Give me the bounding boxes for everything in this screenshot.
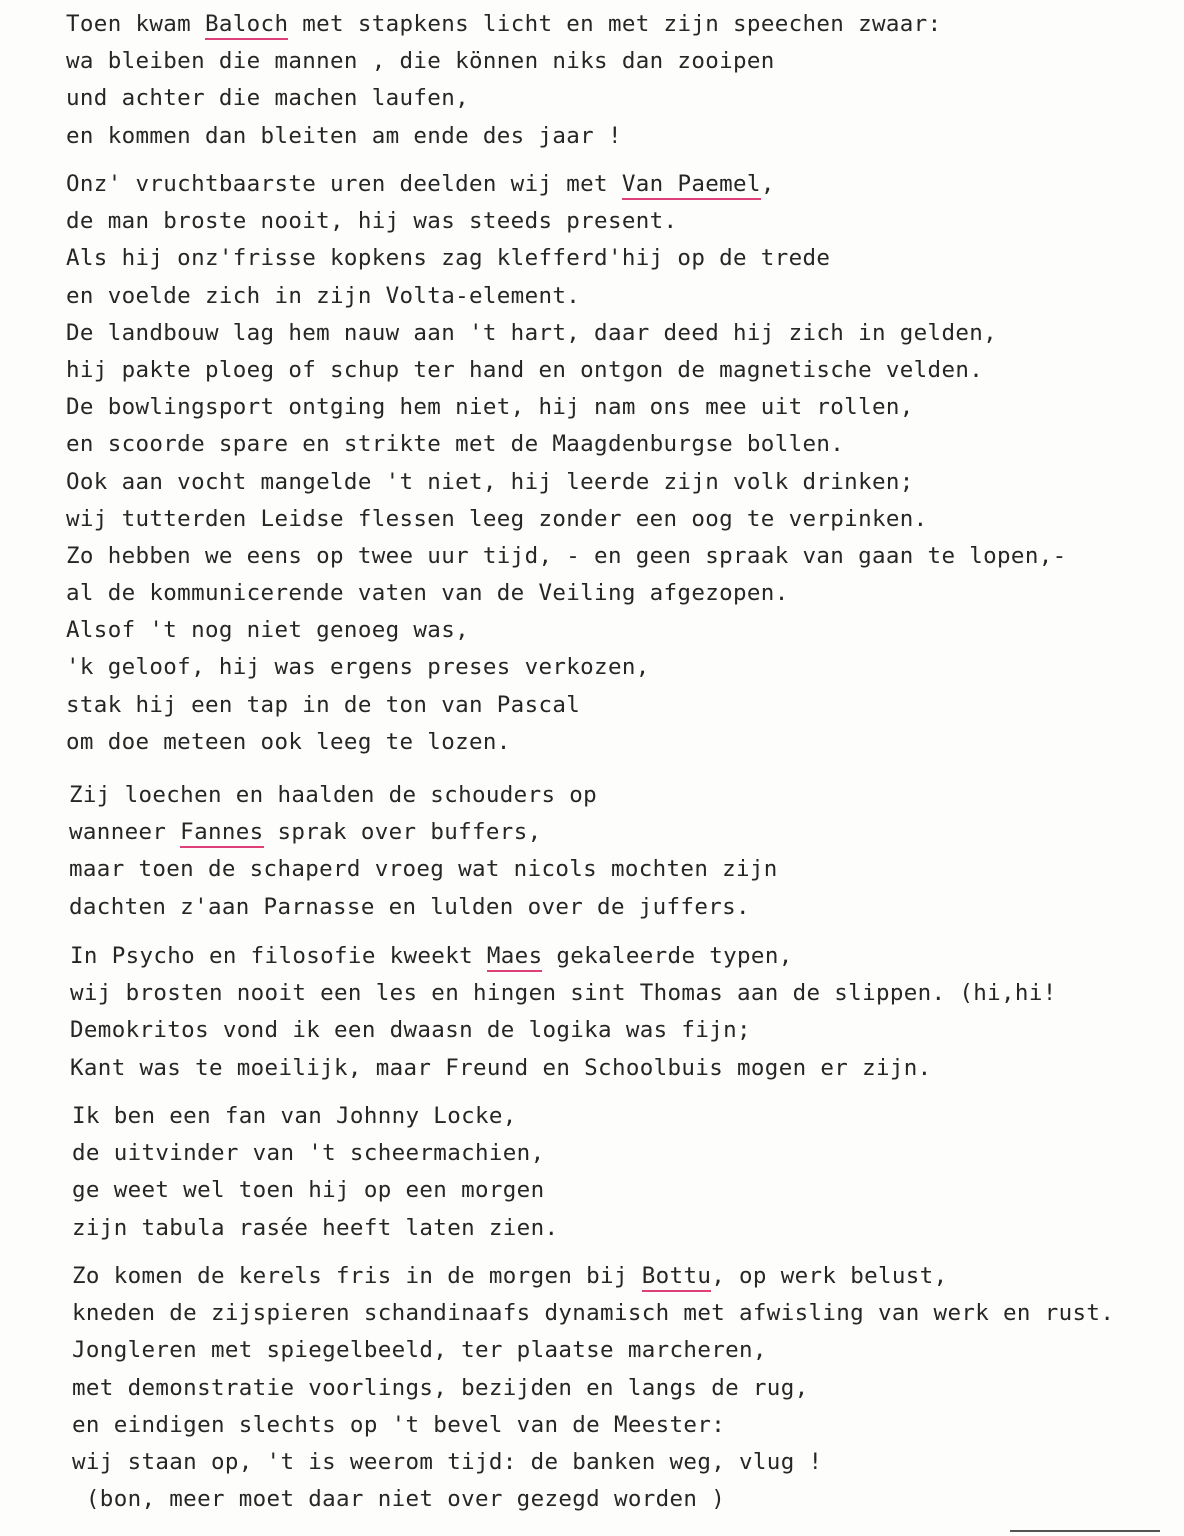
line-text: met stapkens licht en met zijn speechen zwaar: [288, 11, 942, 37]
stanza-line: kneden de zijspieren schandinaafs dynamisch met afwisling van werk en rust. [72, 1300, 1115, 1327]
stanza-line: de uitvinder van 't scheermachien, [72, 1140, 545, 1167]
stanza-line: de man broste nooit, hij was steeds present. [66, 208, 678, 235]
stanza-line: wij brosten nooit een les en hingen sint Thomas aan de slippen. (hi,hi! [70, 980, 1057, 1007]
stanza-line: zijn tabula rasée heeft laten zien. [72, 1214, 559, 1241]
underlined-name: Bottu [642, 1263, 711, 1292]
underlined-name: Baloch [205, 11, 288, 40]
line-text: gekaleerde typen, [542, 943, 793, 969]
stanza-line: met demonstratie voorlings, bezijden en langs de rug, [72, 1374, 809, 1401]
stanza-line: Zij loechen en haalden de schouders op [69, 782, 598, 808]
paper-speck [1110, 4, 1146, 18]
stanza-line: wa bleiben die mannen , die können niks dan zooipen [66, 48, 775, 75]
stanza-line: dachten z'aan Parnasse en lulden over de juffers. [69, 893, 750, 920]
stanza-line: Zo hebben we eens op twee uur tijd, - en geen spraak van gaan te lopen,- [66, 542, 1067, 569]
stanza-5 [72, 1098, 558, 1247]
stanza-line: Demokritos vond ik een dwaasn de logika was fijn; [70, 1017, 751, 1044]
stanza-line: stak hij een tap in de ton van Pascal [66, 691, 581, 718]
stanza-4 [70, 938, 1057, 1087]
underlined-name: Van Paemel [622, 171, 761, 200]
stanza-line: Ik ben een fan van Johnny Locke, [72, 1103, 517, 1129]
stanza-line: De bowlingsport ontging hem niet, hij nam ons mee uit rollen, [66, 394, 914, 421]
stanza-line: om doe meteen ook leeg te lozen. [66, 728, 511, 755]
stanza-line: hij pakte ploeg of schup ter hand en ontgon de magnetische velden. [66, 356, 984, 383]
stanza-line [66, 6, 941, 43]
stanza-line: De landbouw lag hem nauw aan 't hart, daar deed hij zich in gelden, [66, 319, 998, 346]
stanza-line [66, 166, 1067, 203]
stanza-line: und achter die machen laufen, [66, 85, 469, 112]
stanza-line: 'k geloof, hij was ergens preses verkozen, [66, 654, 650, 681]
stanza-line: en scoorde spare en strikte met de Maagdenburgse bollen. [66, 431, 845, 458]
line-text: Zo komen de kerels fris in de morgen bij [72, 1263, 642, 1289]
underlined-name: Fannes [180, 819, 263, 848]
underlined-name: Maes [487, 943, 543, 972]
line-text: sprak over buffers, [263, 819, 542, 846]
line-text: wanneer [69, 819, 181, 846]
line-text: In Psycho en filosofie kweekt [70, 943, 487, 969]
stanza-line: ge weet wel toen hij op een morgen [72, 1177, 545, 1204]
stanza-line: en eindigen slechts op 't bevel van de Meester: [72, 1411, 726, 1438]
stanza-line: Jongleren met spiegelbeeld, ter plaatse marcheren, [72, 1337, 767, 1364]
line-text: , [760, 171, 775, 197]
line-text: Onz' vruchtbaarste uren deelden wij met [66, 171, 622, 197]
stanza-line: Alsof 't nog niet genoeg was, [66, 617, 469, 644]
stanza-line: maar toen de schaperd vroeg wat nicols mochten zijn [69, 856, 778, 883]
stanza-1 [66, 6, 941, 155]
stanza-line: Als hij onz'frisse kopkens zag klefferd'hij op de trede [66, 245, 831, 272]
stanza-line [72, 1258, 1114, 1295]
stanza-line: en voelde zich in zijn Volta-element. [66, 282, 581, 309]
line-text: Toen kwam [66, 11, 205, 37]
stanza-line: Ook aan vocht mangelde 't niet, hij leerde zijn volk drinken; [66, 468, 914, 495]
stanza-line [69, 814, 778, 851]
stanza-2 [66, 166, 1067, 761]
bottom-edge-rule [1010, 1530, 1160, 1532]
stanza-line: al de kommunicerende vaten van de Veiling afgezopen. [66, 580, 789, 607]
stanza-line: wij staan op, 't is weerom tijd: de banken weg, vlug ! [72, 1448, 823, 1475]
stanza-line: (bon, meer moet daar niet over gezegd worden ) [72, 1486, 726, 1513]
stanza-3 [69, 777, 778, 926]
stanza-6 [72, 1258, 1114, 1518]
stanza-line [70, 938, 1057, 975]
stanza-line: Kant was te moeilijk, maar Freund en Schoolbuis mogen er zijn. [70, 1054, 932, 1081]
stanza-line: en kommen dan bleiten am ende des jaar ! [66, 122, 622, 149]
line-text: , op werk belust, [711, 1263, 948, 1289]
stanza-line: wij tutterden Leidse flessen leeg zonder een oog te verpinken. [66, 505, 928, 532]
